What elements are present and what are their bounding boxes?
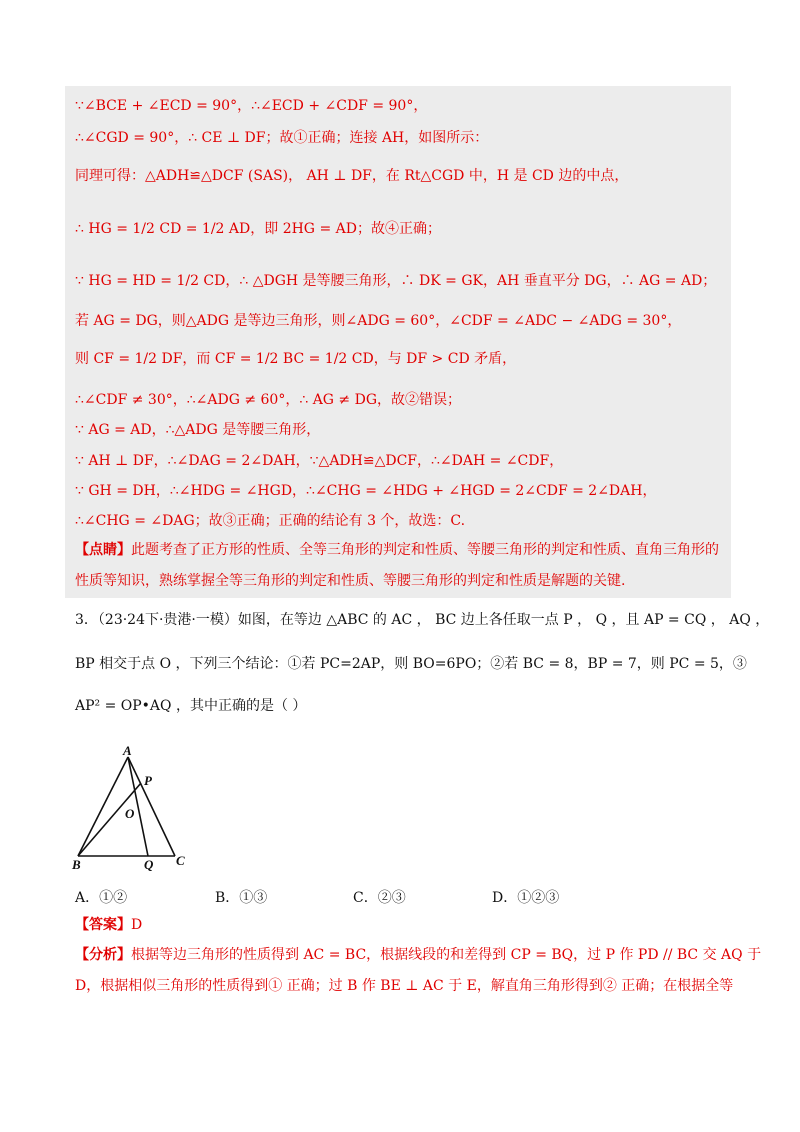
analysis-line: [75, 945, 761, 965]
label-o: O: [125, 806, 135, 821]
question-line: AP² = OP•AQ ，其中正确的是（ ）: [75, 698, 307, 714]
question-line: 3．（23·24下·贵港·一模）如图，在等边 △ABC 的 AC ， BC 边上各任取一点 P ， Q ，且 AP = CQ ， AQ ，: [75, 612, 770, 628]
solution-line: 若 AG = DG，则△ADG 是等边三角形，则∠ADG = 60°，∠CDF = ∠ADC − ∠ADG = 30°，: [75, 313, 682, 329]
label-b: B: [72, 857, 81, 872]
analysis-line-2: D，根据相似三角形的性质得到① 正确；过 B 作 BE ⊥ AC 于 E，解直角三角形得到② 正确；在根据全等: [75, 978, 734, 994]
solution-line: ∴∠CGD = 90°，∴ CE ⊥ DF；故①正确；连接 AH，如图所示：: [75, 130, 489, 146]
label-c: C: [176, 853, 185, 868]
label-a: A: [123, 745, 132, 758]
question-line: BP 相交于点 O ，下列三个结论：①若 PC=2AP，则 BO=6PO；②若 BC = 8，BP = 7，则 PC = 5，③: [75, 656, 747, 672]
solution-line: ∵ GH = DH，∴∠HDG = ∠HGD，∴∠CHG = ∠HDG + ∠HGD = 2∠CDF = 2∠DAH，: [75, 483, 657, 499]
solution-line: ∴ HG = 1/2 CD = 1/2 AD，即 2HG = AD；故④正确；: [75, 221, 441, 237]
answer-line: [75, 915, 142, 935]
solution-line: 则 CF = 1/2 DF，而 CF = 1/2 BC = 1/2 CD，与 DF > CD 矛盾，: [75, 351, 517, 367]
choice-c[interactable]: C．②③: [353, 890, 406, 906]
answer-tag: 【答案】: [75, 917, 131, 933]
analysis-text: 根据等边三角形的性质得到 AC = BC，根据线段的和差得到 CP = BQ，过 P 作 PD // BC 交 AQ 于: [131, 947, 762, 963]
solution-line: ∵∠BCE + ∠ECD = 90°，∴∠ECD + ∠CDF = 90°，: [75, 98, 428, 114]
comment-text: 此题考查了正方形的性质、全等三角形的判定和性质、等腰三角形的判定和性质、直角三角形的: [131, 542, 719, 558]
label-p: P: [144, 773, 152, 788]
analysis-tag: 【分析】: [75, 947, 131, 963]
comment-line: [75, 540, 719, 560]
solution-line: ∵ AH ⊥ DF，∴∠DAG = 2∠DAH，∵△ADH≌△DCF，∴∠DAH = ∠CDF，: [75, 453, 564, 469]
solution-line: ∴∠CDF ≠ 30°，∴∠ADG ≠ 60°，∴ AG ≠ DG，故②错误；: [75, 392, 462, 408]
choice-d[interactable]: D．①②③: [492, 890, 560, 906]
solution-line: ∴∠CHG = ∠DAG；故③正确；正确的结论有 3 个，故选：C.: [75, 513, 466, 529]
solution-line: ∵ AG = AD，∴△ADG 是等腰三角形，: [75, 422, 321, 438]
comment-line-2: 性质等知识，熟练掌握全等三角形的判定和性质、等腰三角形的判定和性质是解题的关键.: [75, 573, 626, 589]
label-q: Q: [144, 857, 154, 872]
solution-line: ∵ HG = HD = 1/2 CD，∴ △DGH 是等腰三角形，∴ DK = GK，AH 垂直平分 DG，∴ AG = AD；: [75, 273, 717, 289]
comment-tag: 【点睛】: [75, 542, 131, 558]
answer-value: D: [131, 917, 143, 933]
side-ac: [128, 757, 175, 856]
solution-line: 同理可得：△ADH≌△DCF (SAS)， AH ⊥ DF，在 Rt△CGD 中，H 是 CD 边的中点，: [75, 168, 629, 184]
choice-a[interactable]: A．①②: [75, 890, 128, 906]
triangle-figure: [60, 745, 200, 873]
choice-b[interactable]: B．①③: [215, 890, 268, 906]
